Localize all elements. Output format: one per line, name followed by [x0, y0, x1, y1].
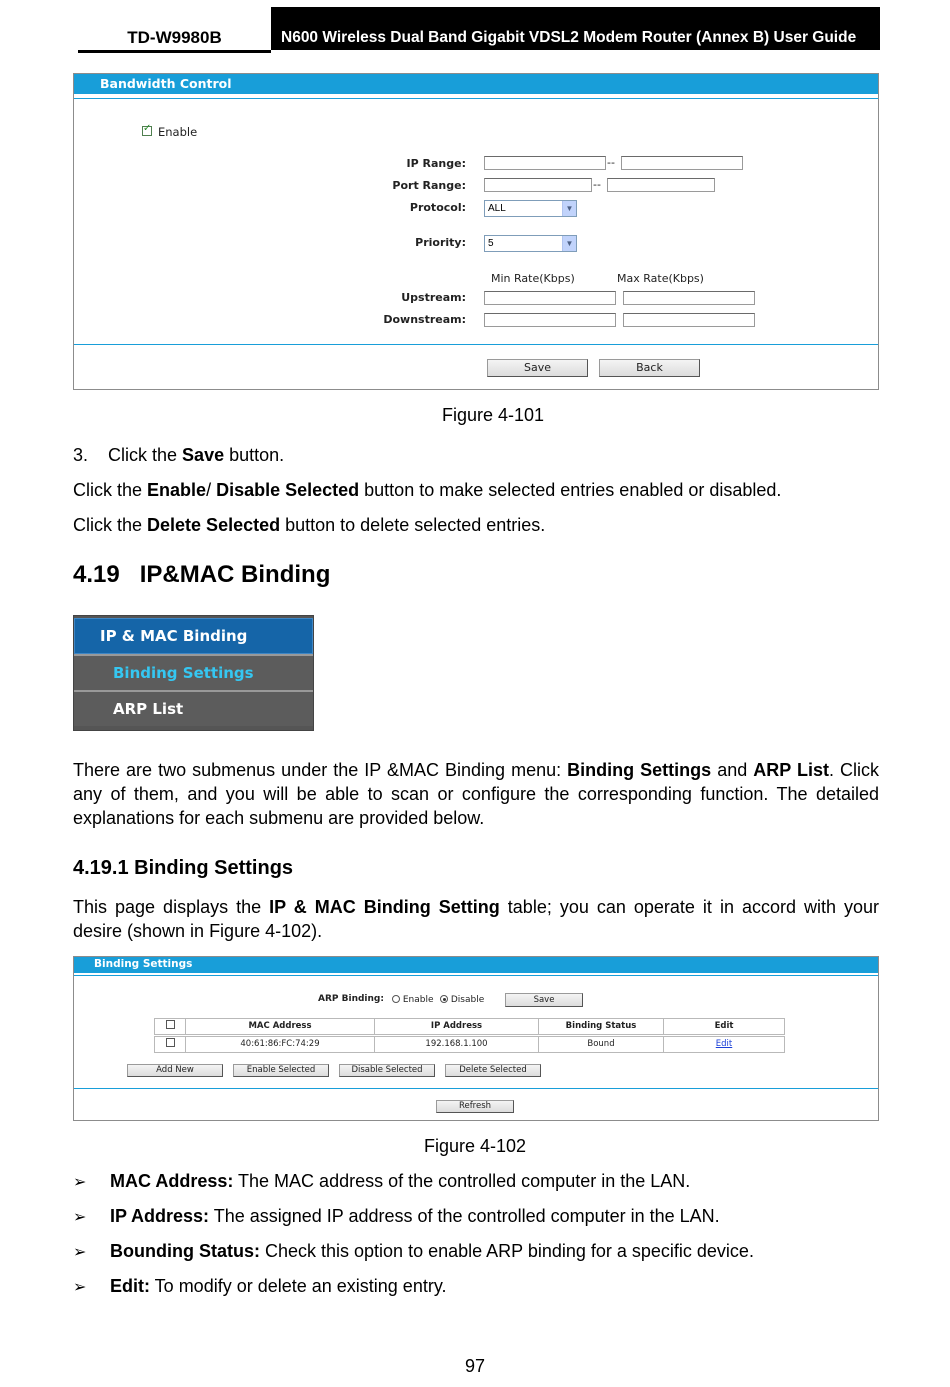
ip-range-label: IP Range: — [406, 157, 466, 170]
header-guide-title: N600 Wireless Dual Band Gigabit VDSL2 Modem Router (Annex B) User Guide — [271, 7, 880, 50]
chevron-down-icon: ▼ — [562, 201, 576, 216]
edit-link[interactable]: Edit — [715, 1039, 733, 1049]
bullet-text: To modify or delete an existing entry. — [150, 1276, 447, 1296]
back-button[interactable]: Back — [599, 359, 700, 377]
arp-binding-label: ARP Binding: — [318, 994, 384, 1004]
binding-save-button[interactable]: Save — [505, 993, 583, 1007]
para-text: Click the — [73, 480, 148, 500]
binding-table-header — [154, 1018, 785, 1035]
page-number: 97 — [464, 1356, 486, 1376]
bandwidth-panel-title-bar — [74, 74, 878, 94]
binding-panel-title: Binding Settings — [94, 958, 193, 970]
bullet-arrow-icon: ➢ — [73, 1174, 87, 1191]
step-text: Click the — [108, 445, 183, 465]
enable-disable-paragraph — [73, 478, 879, 502]
bullet-arrow-icon: ➢ — [73, 1279, 87, 1296]
intro-paragraph — [73, 758, 879, 830]
row-select-cell — [154, 1036, 186, 1053]
header-model: TD-W9980B — [78, 26, 271, 53]
menu-item-label: ARP List — [113, 700, 184, 718]
upstream-min-input[interactable] — [484, 291, 616, 305]
enable-radio[interactable] — [392, 995, 400, 1003]
para-bold: Disable Selected — [216, 480, 360, 500]
column-header: Edit — [663, 1018, 785, 1035]
intro-text: . Click any of them, and you will be able to scan or configure the corresponding function. The detailed explanations for each submenu are provided below. — [73, 760, 879, 828]
para-text: button to make selected entries enabled or disabled. — [359, 480, 782, 500]
ip-range-start-input[interactable] — [484, 156, 606, 170]
bullet-bounding-status — [73, 1239, 879, 1265]
select-all-checkbox[interactable] — [166, 1020, 175, 1029]
disable-option-label: Disable — [450, 995, 485, 1005]
bullet-text: Check this option to enable ARP binding for a specific device. — [259, 1241, 754, 1261]
delete-selected-button[interactable]: Delete Selected — [445, 1064, 541, 1077]
bullet-label: IP Address: — [110, 1206, 210, 1226]
figure-102-caption: Figure 4-102 — [423, 1136, 527, 1156]
min-rate-header: Min Rate(Kbps) — [491, 272, 575, 285]
bullet-edit — [73, 1274, 879, 1300]
step-3 — [73, 443, 879, 467]
bullet-text: The MAC address of the controlled computer in the LAN. — [233, 1171, 691, 1191]
para-text: Click the — [73, 515, 148, 535]
header-select-cell — [154, 1018, 186, 1035]
protocol-select[interactable] — [484, 200, 577, 217]
section-number: 4.19 — [73, 561, 120, 588]
max-rate-header: Max Rate(Kbps) — [617, 272, 704, 285]
para-text: button to delete selected entries. — [280, 515, 546, 535]
menu-item-label: Binding Settings — [113, 664, 254, 682]
priority-value: 5 — [488, 238, 494, 249]
menu-item-binding-settings[interactable] — [74, 656, 313, 690]
protocol-value: ALL — [488, 203, 506, 214]
mac-address-cell: 40:61:86:FC:74:29 — [185, 1036, 375, 1053]
arp-disable-option[interactable] — [440, 995, 484, 1005]
protocol-label: Protocol: — [409, 201, 466, 214]
downstream-min-input[interactable] — [484, 313, 616, 327]
subsection-heading: 4.19.1 Binding Settings — [73, 857, 294, 879]
menu-title-ip-mac-binding[interactable] — [74, 618, 313, 654]
refresh-button[interactable]: Refresh — [436, 1100, 514, 1113]
sub-text: table; you can operate it in accord with your desire (shown in Figure 4-102). — [73, 897, 880, 941]
bullet-text: The assigned IP address of the controlled computer in the LAN. — [209, 1206, 720, 1226]
column-header: IP Address — [374, 1018, 539, 1035]
title-underline — [74, 98, 878, 99]
ip-range-separator: -- — [607, 156, 615, 169]
bullet-arrow-icon: ➢ — [73, 1209, 87, 1226]
check-mark-icon: ✓ — [143, 123, 152, 134]
add-new-button[interactable]: Add New — [127, 1064, 223, 1077]
arp-enable-option[interactable] — [392, 995, 434, 1005]
enable-option-label: Enable — [402, 995, 434, 1005]
bullet-label: MAC Address: — [110, 1171, 234, 1191]
section-heading — [73, 561, 330, 589]
bullet-label: Edit: — [110, 1276, 150, 1296]
panel-divider — [74, 344, 878, 345]
port-range-end-input[interactable] — [607, 178, 715, 192]
bandwidth-control-panel — [73, 73, 879, 390]
ip-range-end-input[interactable] — [621, 156, 743, 170]
section-title: IP&MAC Binding — [139, 561, 331, 588]
upstream-max-input[interactable] — [623, 291, 755, 305]
figure-101-caption: Figure 4-101 — [441, 405, 545, 425]
chevron-down-icon: ▼ — [562, 236, 576, 251]
downstream-max-input[interactable] — [623, 313, 755, 327]
intro-text: and — [711, 760, 754, 780]
intro-text: There are two submenus under the IP &MAC Binding menu: — [73, 760, 568, 780]
bandwidth-panel-title: Bandwidth Control — [100, 76, 232, 91]
binding-status-cell: Bound — [538, 1036, 664, 1053]
title-underline — [74, 975, 878, 976]
panel-divider — [74, 1088, 878, 1089]
enable-checkbox[interactable] — [142, 123, 152, 136]
row-checkbox[interactable] — [166, 1038, 175, 1047]
intro-bold: ARP List — [753, 760, 829, 780]
priority-label: Priority: — [415, 236, 466, 249]
bullet-label: Bounding Status: — [110, 1241, 260, 1261]
save-button[interactable]: Save — [487, 359, 588, 377]
menu-title-label: IP & MAC Binding — [100, 627, 248, 645]
subsection-paragraph — [73, 895, 879, 943]
disable-selected-button[interactable]: Disable Selected — [339, 1064, 435, 1077]
port-range-label: Port Range: — [392, 179, 466, 192]
column-header: Binding Status — [538, 1018, 664, 1035]
port-range-start-input[interactable] — [484, 178, 592, 192]
para-bold: Delete Selected — [147, 515, 281, 535]
port-range-separator: -- — [593, 178, 601, 191]
table-row — [154, 1036, 785, 1053]
sub-text: This page displays the — [73, 897, 270, 917]
enable-label: Enable — [158, 125, 198, 139]
column-header: MAC Address — [185, 1018, 375, 1035]
ip-address-cell: 192.168.1.100 — [374, 1036, 539, 1053]
step-text-end: button. — [224, 445, 285, 465]
step-number: 3. — [73, 445, 89, 465]
bullet-mac-address — [73, 1169, 879, 1195]
priority-select[interactable] — [484, 235, 577, 252]
disable-radio[interactable] — [440, 995, 448, 1003]
intro-bold: Binding Settings — [567, 760, 712, 780]
bullet-arrow-icon: ➢ — [73, 1244, 87, 1261]
bullet-ip-address — [73, 1204, 879, 1230]
binding-settings-panel — [73, 956, 879, 1121]
downstream-label: Downstream: — [383, 313, 466, 326]
ip-mac-binding-menu — [73, 615, 314, 731]
menu-item-arp-list[interactable] — [74, 692, 313, 726]
binding-panel-title-bar — [74, 957, 878, 973]
sub-bold: IP & MAC Binding Setting — [269, 897, 500, 917]
para-slash: / — [206, 480, 217, 500]
edit-cell — [663, 1036, 785, 1053]
enable-selected-button[interactable]: Enable Selected — [233, 1064, 329, 1077]
upstream-label: Upstream: — [401, 291, 466, 304]
step-bold: Save — [182, 445, 225, 465]
delete-paragraph — [73, 513, 879, 537]
para-bold: Enable — [147, 480, 207, 500]
